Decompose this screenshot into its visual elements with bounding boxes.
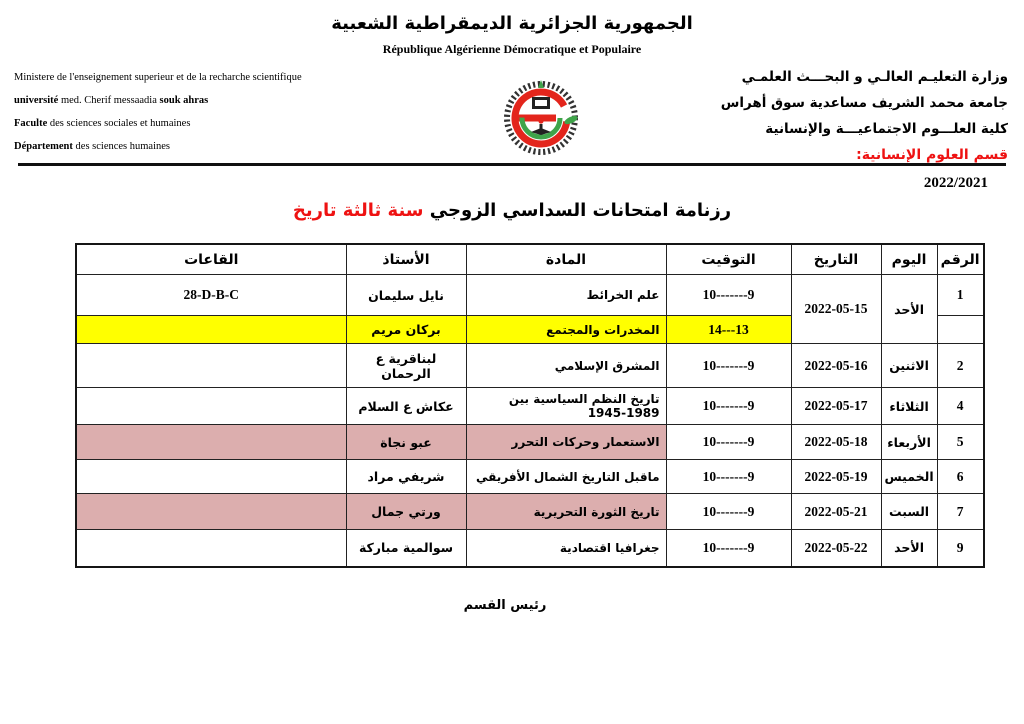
- cell-professor: عكاش ع السلام: [346, 388, 466, 425]
- cell-num: 1: [937, 275, 983, 316]
- cell-rooms: [76, 530, 346, 567]
- signature-label: رئيس القسم: [463, 598, 547, 613]
- cell-subject: علم الخرائط: [466, 275, 666, 316]
- document-title-accent: سنة ثالثة تاريخ: [292, 200, 424, 221]
- department-line: قسم العلوم الإنسانية:: [856, 147, 1008, 163]
- cell-day: الأربعاء: [881, 425, 937, 460]
- cell-day: السبت: [881, 494, 937, 530]
- col-header-day: اليوم: [881, 244, 937, 275]
- cell-date: 2022-05-17: [791, 388, 881, 425]
- document-title-main: رزنامة امتحانات السداسي الزوجي: [429, 200, 732, 221]
- col-header-date: التاريخ: [791, 244, 881, 275]
- cell-rooms: [76, 425, 346, 460]
- cell-day: الثلاثاء: [881, 388, 937, 425]
- ministry-block-arabic: [721, 64, 1008, 168]
- cell-day: الاثنين: [881, 344, 937, 388]
- ministry-block-french: [14, 66, 302, 158]
- cell-day: الخميس: [881, 460, 937, 494]
- national-title-french: République Algérienne Démocratique et Populaire: [382, 42, 642, 56]
- cell-day: الأحد: [881, 530, 937, 567]
- ministry-line-arabic: وزارة التعليـم العالـي و البحـــث العلمـي: [741, 69, 1008, 85]
- col-header-professor: الأستاذ: [346, 244, 466, 275]
- cell-rooms: 28-D-B-C: [76, 275, 346, 316]
- national-title-arabic: الجمهورية الجزائرية الديمقراطية الشعبية: [331, 13, 693, 34]
- schedule-row: [76, 425, 984, 460]
- cell-date: 2022-05-21: [791, 494, 881, 530]
- cell-time: 10-------9: [666, 425, 791, 460]
- cell-professor: بركان مريم: [346, 316, 466, 344]
- cell-date: 2022-05-22: [791, 530, 881, 567]
- cell-rooms: [76, 316, 346, 344]
- schedule-row: [76, 275, 984, 316]
- cell-professor: عبو نجاة: [346, 425, 466, 460]
- schedule-row: [76, 460, 984, 494]
- academic-year: 2022/2021: [923, 175, 988, 191]
- cell-date: 2022-05-15: [791, 275, 881, 344]
- exam-schedule-table: [75, 243, 985, 568]
- cell-subject: المخدرات والمجتمع: [466, 316, 666, 344]
- cell-rooms: [76, 344, 346, 388]
- cell-date: 2022-05-16: [791, 344, 881, 388]
- cell-time: 14---13: [666, 316, 791, 344]
- cell-date: 2022-05-19: [791, 460, 881, 494]
- col-header-rooms: القاعات: [76, 244, 346, 275]
- col-header-subject: المادة: [466, 244, 666, 275]
- ministry-line-french: Département des sciences humaines: [14, 141, 171, 152]
- university-seal-icon: [501, 80, 581, 162]
- cell-professor: شريفي مراد: [346, 460, 466, 494]
- cell-time: 10-------9: [666, 460, 791, 494]
- cell-subject: المشرق الإسلامي: [466, 344, 666, 388]
- cell-time: 10-------9: [666, 530, 791, 567]
- cell-time: 10-------9: [666, 344, 791, 388]
- cell-num: 4: [937, 388, 983, 425]
- document-title: [0, 200, 1024, 221]
- cell-subject: ماقبل التاريخ الشمال الأفريقي: [466, 460, 666, 494]
- cell-day: الأحد: [881, 275, 937, 344]
- cell-professor: نايل سليمان: [346, 275, 466, 316]
- cell-professor: ورتي جمال: [346, 494, 466, 530]
- schedule-row: [76, 530, 984, 567]
- schedule-row: [76, 494, 984, 530]
- cell-subject: تاريخ النظم السياسية بين 1989-1945: [466, 388, 666, 425]
- ministry-line-french: Faculte des sciences sociales et humaines: [14, 118, 191, 129]
- university-logo: [501, 80, 581, 162]
- schedule-header-row: [76, 244, 984, 275]
- cell-num: 9: [937, 530, 983, 567]
- cell-num: 2: [937, 344, 983, 388]
- cell-subject: جغرافيا اقتصادية: [466, 530, 666, 567]
- col-header-num: الرقم: [937, 244, 983, 275]
- ministry-line-arabic: كلية العلـــوم الاجتماعيـــة والإنسانية: [765, 121, 1008, 137]
- schedule-row: [76, 344, 984, 388]
- cell-subject: الاستعمار وحركات التحرر: [466, 425, 666, 460]
- schedule-row: [76, 388, 984, 425]
- cell-date: 2022-05-18: [791, 425, 881, 460]
- cell-rooms: [76, 388, 346, 425]
- cell-time: 10-------9: [666, 494, 791, 530]
- cell-num: 7: [937, 494, 983, 530]
- cell-rooms: [76, 494, 346, 530]
- header-divider: [18, 163, 1006, 166]
- cell-professor: سوالمية مباركة: [346, 530, 466, 567]
- cell-num: 5: [937, 425, 983, 460]
- cell-subject: تاريخ الثورة التحريرية: [466, 494, 666, 530]
- ministry-line-arabic: جامعة محمد الشريف مساعدية سوق أهراس: [720, 95, 1008, 111]
- ministry-line-french: Ministere de l'enseignement superieur et de la recharche scientifique: [14, 72, 302, 83]
- cell-num: 6: [937, 460, 983, 494]
- cell-num: [937, 316, 983, 344]
- cell-time: 10-------9: [666, 275, 791, 316]
- ministry-line-french: université med. Cherif messaadia souk ahras: [14, 95, 209, 106]
- cell-rooms: [76, 460, 346, 494]
- cell-time: 10-------9: [666, 388, 791, 425]
- col-header-time: التوقيت: [666, 244, 791, 275]
- cell-professor: لبناقرية ع الرحمان: [346, 344, 466, 388]
